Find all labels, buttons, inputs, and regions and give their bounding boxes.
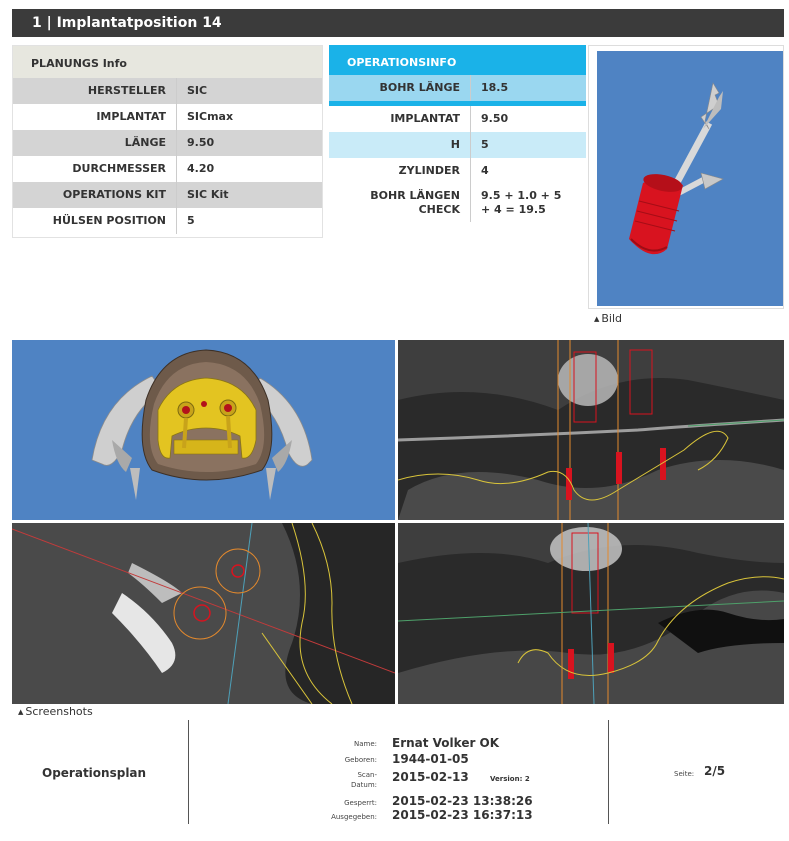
row-value — [471, 184, 586, 222]
page-label: Seite: — [674, 770, 695, 778]
implant-cross-section — [616, 452, 622, 484]
row-label — [329, 184, 471, 222]
screenshots-grid — [12, 340, 784, 704]
triangle-up-icon: ▲ — [594, 315, 600, 323]
bild-caption-label: Bild — [601, 312, 623, 325]
ct-coronal-illustration — [398, 523, 784, 704]
screenshot-ct-sagittal[interactable] — [398, 340, 784, 520]
patient-name: Ernat Volker OK — [392, 736, 500, 750]
screenshots-caption[interactable] — [18, 705, 93, 718]
row-label: IMPLANTAT — [13, 104, 177, 130]
guide-post-right — [228, 416, 230, 448]
bone-fragment — [266, 468, 276, 500]
implant-3d-view[interactable] — [597, 51, 783, 306]
row-label: HERSTELLER — [13, 78, 177, 104]
born-label: Geboren: — [344, 756, 377, 764]
implant-marker-center — [201, 401, 207, 407]
row-value-line-2: + 4 = 19.5 — [481, 203, 546, 216]
row-label: HÜLSEN POSITION — [13, 208, 177, 234]
planning-info-table — [12, 45, 323, 238]
row-label: BOHR LÄNGE — [329, 75, 471, 101]
ct-axial-illustration — [12, 523, 395, 704]
triangle-up-icon: ▲ — [18, 708, 24, 716]
row-value: 9.50 — [481, 112, 509, 125]
scan-label-line-2: Datum: — [350, 781, 377, 789]
planning-row-durchmesser — [13, 156, 322, 182]
footer-title: Operationsplan — [42, 766, 147, 780]
page-number: 2/5 — [704, 764, 726, 778]
screenshots-caption-label: Screenshots — [25, 705, 93, 718]
footer — [12, 718, 784, 828]
bild-caption[interactable] — [594, 312, 622, 325]
row-label: H — [329, 132, 471, 158]
row-label: LÄNGE — [13, 130, 177, 156]
row-value: 9.50 — [187, 136, 215, 149]
scan-date: 2015-02-13 — [392, 770, 469, 784]
name-label: Name: — [353, 740, 377, 748]
operation-row-h — [329, 132, 586, 158]
secondary-arrow-head — [701, 173, 723, 189]
row-value: 4 — [481, 164, 489, 177]
bone-fragment — [130, 468, 140, 500]
operation-info-table — [329, 45, 586, 216]
row-label: ZYLINDER — [329, 158, 471, 184]
screenshot-ct-axial[interactable] — [12, 523, 395, 704]
row-value: SICmax — [187, 110, 234, 123]
footer-divider-left — [188, 720, 189, 824]
planning-row-laenge — [13, 130, 322, 156]
implant-image-frame — [588, 45, 784, 309]
locked-label: Gesperrt: — [344, 799, 377, 807]
footer-divider-right — [608, 720, 609, 824]
implant-marker-right — [224, 404, 232, 412]
row-value: SIC — [187, 84, 208, 97]
operation-row-implantat — [329, 106, 586, 132]
implant-cross-section — [568, 649, 574, 679]
issued-timestamp: 2015-02-23 16:37:13 — [392, 808, 533, 822]
implant-marker-left — [182, 406, 190, 414]
operation-info-title: OPERATIONSINFO — [329, 45, 586, 75]
ct-bone-density — [558, 354, 618, 406]
row-label: OPERATIONS KIT — [13, 182, 177, 208]
ct-tissue-region — [12, 523, 312, 704]
planning-row-operations-kit — [13, 182, 322, 208]
row-value-line-1: 9.5 + 1.0 + 5 — [481, 189, 562, 202]
bone-right-lower — [272, 440, 292, 472]
implant-cross-section — [608, 643, 614, 673]
planning-info-title: PLANUNGS Info — [13, 46, 322, 78]
row-label-line-2: CHECK — [418, 203, 460, 216]
ct-bone-density — [550, 527, 622, 571]
planning-row-implantat — [13, 104, 322, 130]
screenshot-ct-coronal[interactable] — [398, 523, 784, 704]
born-date: 1944-01-05 — [392, 752, 469, 766]
planning-row-huelsen-position — [13, 208, 322, 234]
locked-timestamp: 2015-02-23 13:38:26 — [392, 794, 533, 808]
row-label-line-1: BOHR LÄNGEN — [370, 189, 460, 202]
row-label: IMPLANTAT — [329, 106, 471, 132]
planning-row-hersteller — [13, 78, 322, 104]
row-value: SIC Kit — [187, 188, 229, 201]
row-label: DURCHMESSER — [13, 156, 177, 182]
row-value: 5 — [187, 214, 195, 227]
screenshot-3d-jaw[interactable] — [12, 340, 395, 520]
scan-label-line-1: Scan- — [357, 771, 377, 779]
issued-label: Ausgegeben: — [331, 813, 377, 821]
implant-3d-illustration — [597, 51, 783, 306]
page-title: 1 | Implantatposition 14 — [12, 9, 784, 37]
row-value: 4.20 — [187, 162, 215, 175]
operation-row-bohr-laenge — [329, 75, 586, 101]
guide-post-left — [184, 418, 186, 448]
row-value: 18.5 — [481, 81, 509, 94]
version: Version: 2 — [490, 775, 530, 783]
operation-row-zylinder — [329, 158, 586, 184]
operation-row-bohr-laengen-check — [329, 184, 586, 222]
jaw-3d-illustration — [12, 340, 395, 520]
ct-sagittal-illustration — [398, 340, 784, 520]
row-value: 5 — [481, 138, 489, 151]
